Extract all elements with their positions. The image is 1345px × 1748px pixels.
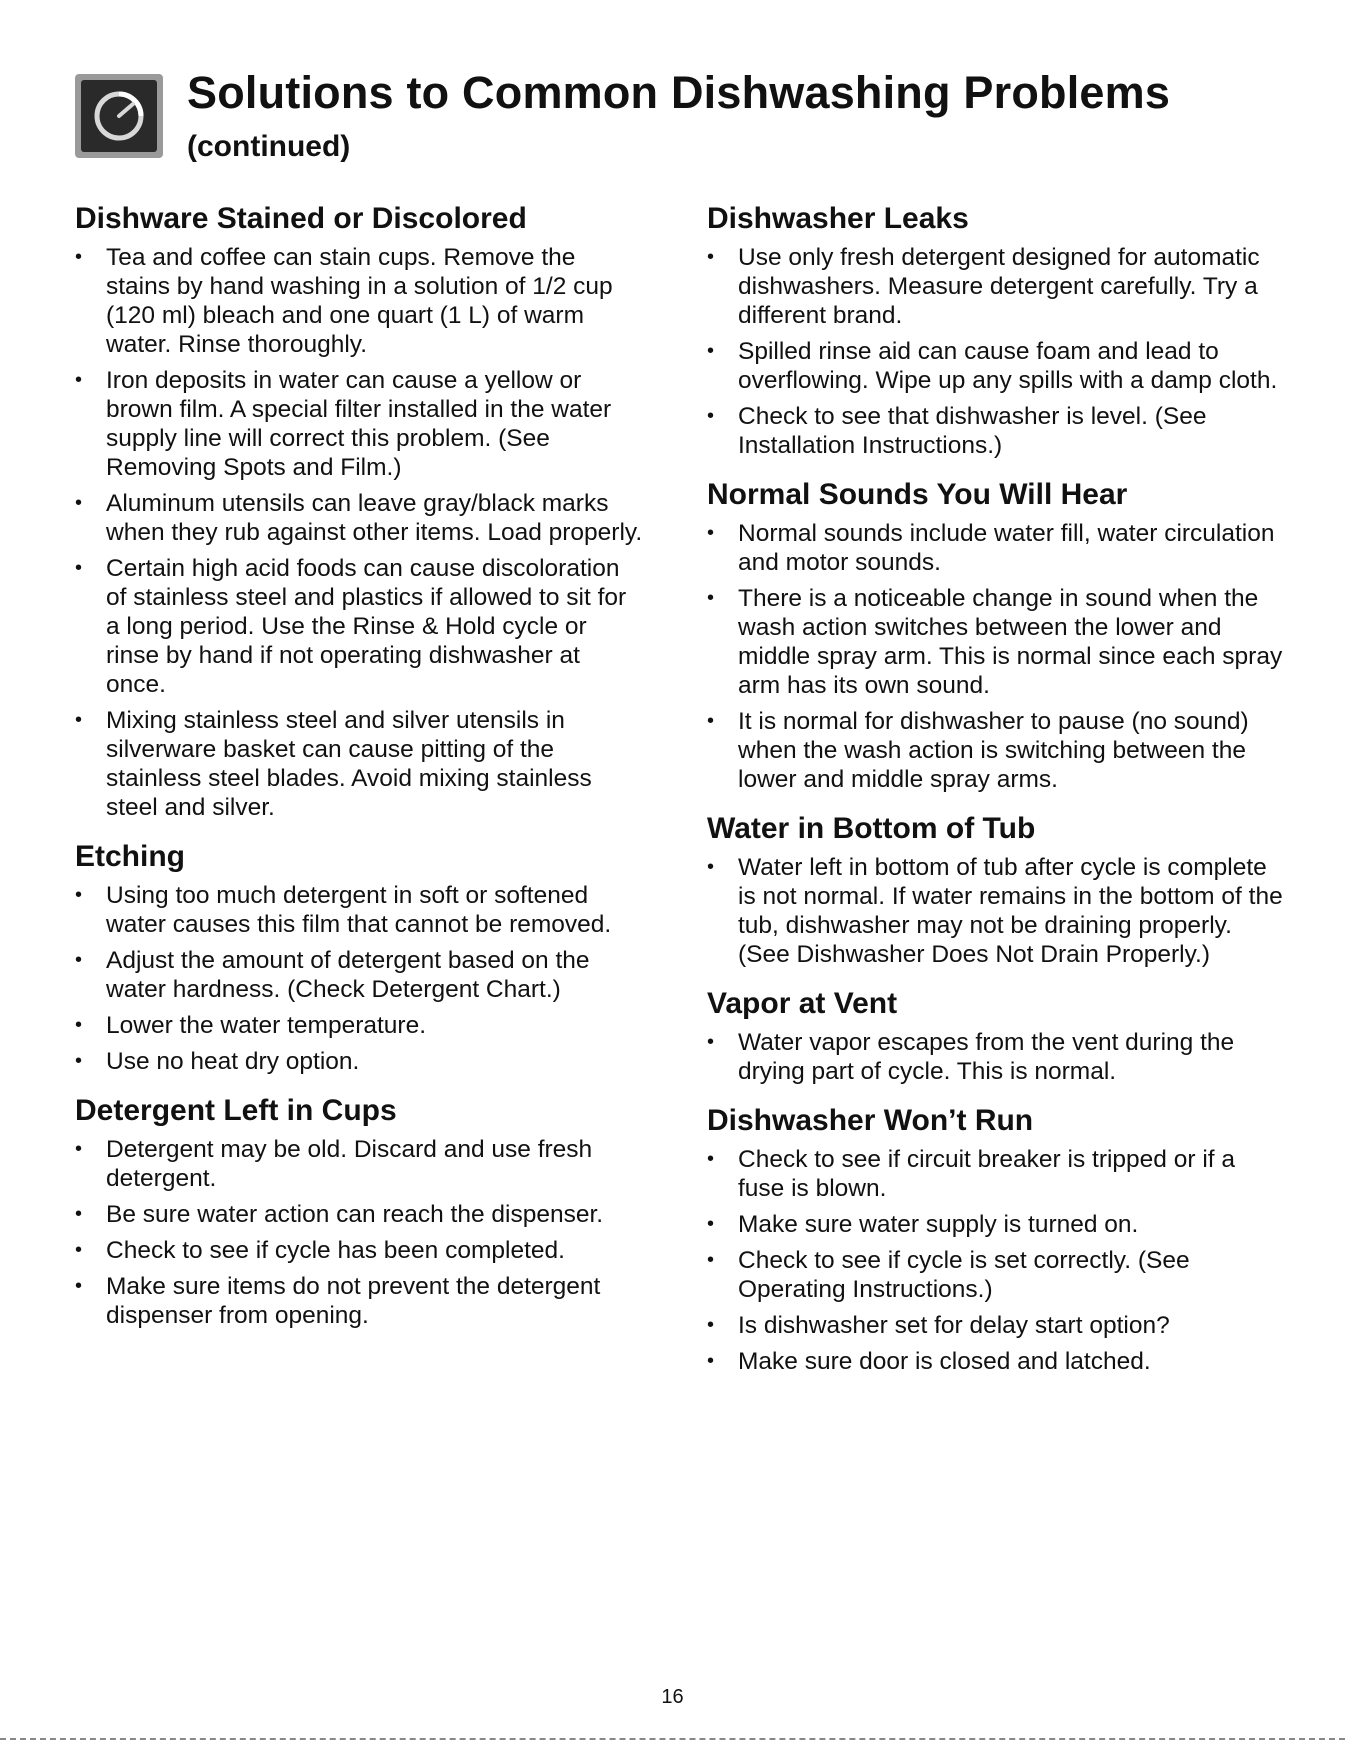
list-item: • Lower the water temperature. [75, 1011, 645, 1040]
list-item: • Mixing stainless steel and silver utensils in silverware basket can cause pitting of the stainless steel blades. Avoid mixing stainless steel and silver. [75, 706, 645, 822]
section-vapor-at-vent [707, 985, 1287, 1086]
section-detergent-left-in-cups [75, 1092, 645, 1330]
list-item: • Certain high acid foods can cause discoloration of stainless steel and plastics if allowed to sit for a long period. Use the Rinse & Hold cycle or rinse by hand if not operating dishwasher at once. [75, 554, 645, 699]
right-column [707, 200, 1287, 1392]
section-heading: Normal Sounds You Will Hear [707, 478, 1128, 511]
section-heading: Vapor at Vent [707, 987, 898, 1020]
page-number: 16 [661, 1686, 684, 1708]
list-item: • It is normal for dishwasher to pause (no sound) when the wash action is switching between the lower and middle spray arms. [707, 707, 1287, 794]
section-heading: Dishware Stained or Discolored [75, 202, 527, 235]
bullet-list [75, 243, 645, 822]
section-dishwasher-leaks [707, 200, 1287, 460]
list-item: • Using too much detergent in soft or softened water causes this film that cannot be removed. [75, 881, 645, 939]
list-item: • Check to see if cycle is set correctly. (See Operating Instructions.) [707, 1246, 1287, 1304]
list-item: • Check to see if cycle has been completed. [75, 1236, 645, 1265]
list-item: • Detergent may be old. Discard and use fresh detergent. [75, 1135, 645, 1193]
list-item: • Tea and coffee can stain cups. Remove the stains by hand washing in a solution of 1/2 cup (120 ml) bleach and one quart (1 L) of warm water. Rinse thoroughly. [75, 243, 645, 359]
list-item: • Aluminum utensils can leave gray/black marks when they rub against other items. Load properly. [75, 489, 645, 547]
bullet-list [707, 519, 1287, 794]
bullet-list [707, 853, 1287, 969]
bullet-list [707, 1028, 1287, 1086]
section-water-in-bottom-of-tub [707, 810, 1287, 969]
section-heading: Water in Bottom of Tub [707, 812, 1036, 845]
section-heading: Detergent Left in Cups [75, 1094, 397, 1127]
list-item: • Normal sounds include water fill, water circulation and motor sounds. [707, 519, 1287, 577]
section-dishware-stained-or-discolored [75, 200, 645, 822]
page-subtitle: (continued) [187, 130, 351, 163]
section-heading: Dishwasher Won’t Run [707, 1104, 1034, 1137]
list-item: • Check to see if circuit breaker is tripped or if a fuse is blown. [707, 1145, 1287, 1203]
bullet-list [75, 881, 645, 1076]
list-item: • Spilled rinse aid can cause foam and lead to overflowing. Wipe up any spills with a damp cloth. [707, 337, 1287, 395]
section-heading: Dishwasher Leaks [707, 202, 969, 235]
list-item: • Make sure items do not prevent the detergent dispenser from opening. [75, 1272, 645, 1330]
list-item: • Water vapor escapes from the vent during the drying part of cycle. This is normal. [707, 1028, 1287, 1086]
list-item: • Use no heat dry option. [75, 1047, 645, 1076]
bullet-list [707, 243, 1287, 460]
bottom-divider [0, 1738, 1345, 1740]
section-dishwasher-won-t-run [707, 1102, 1287, 1376]
section-etching [75, 838, 645, 1076]
section-normal-sounds-you-will-hear [707, 476, 1287, 794]
section-heading: Etching [75, 840, 185, 873]
dial-icon [89, 86, 149, 146]
page-header [75, 62, 1275, 182]
list-item: • Use only fresh detergent designed for automatic dishwashers. Measure detergent carefully. Try a different brand. [707, 243, 1287, 330]
appliance-logo-icon [75, 74, 163, 158]
list-item: • Make sure water supply is turned on. [707, 1210, 1287, 1239]
list-item: • Water left in bottom of tub after cycle is complete is not normal. If water remains in the bottom of the tub, dishwasher may not be draining properly. (See Dishwasher Does Not Drain Properly.) [707, 853, 1287, 969]
bullet-list [707, 1145, 1287, 1376]
list-item: • Check to see that dishwasher is level. (See Installation Instructions.) [707, 402, 1287, 460]
bullet-list [75, 1135, 645, 1330]
list-item: • Iron deposits in water can cause a yellow or brown film. A special filter installed in the water supply line will correct this problem. (See Removing Spots and Film.) [75, 366, 645, 482]
list-item: • Is dishwasher set for delay start option? [707, 1311, 1287, 1340]
left-column [75, 200, 645, 1346]
list-item: • There is a noticeable change in sound when the wash action switches between the lower and middle spray arm. This is normal since each spray arm has its own sound. [707, 584, 1287, 700]
list-item: • Adjust the amount of detergent based on the water hardness. (Check Detergent Chart.) [75, 946, 645, 1004]
list-item: • Make sure door is closed and latched. [707, 1347, 1287, 1376]
page-title: Solutions to Common Dishwashing Problems [187, 67, 1171, 118]
list-item: • Be sure water action can reach the dispenser. [75, 1200, 645, 1229]
